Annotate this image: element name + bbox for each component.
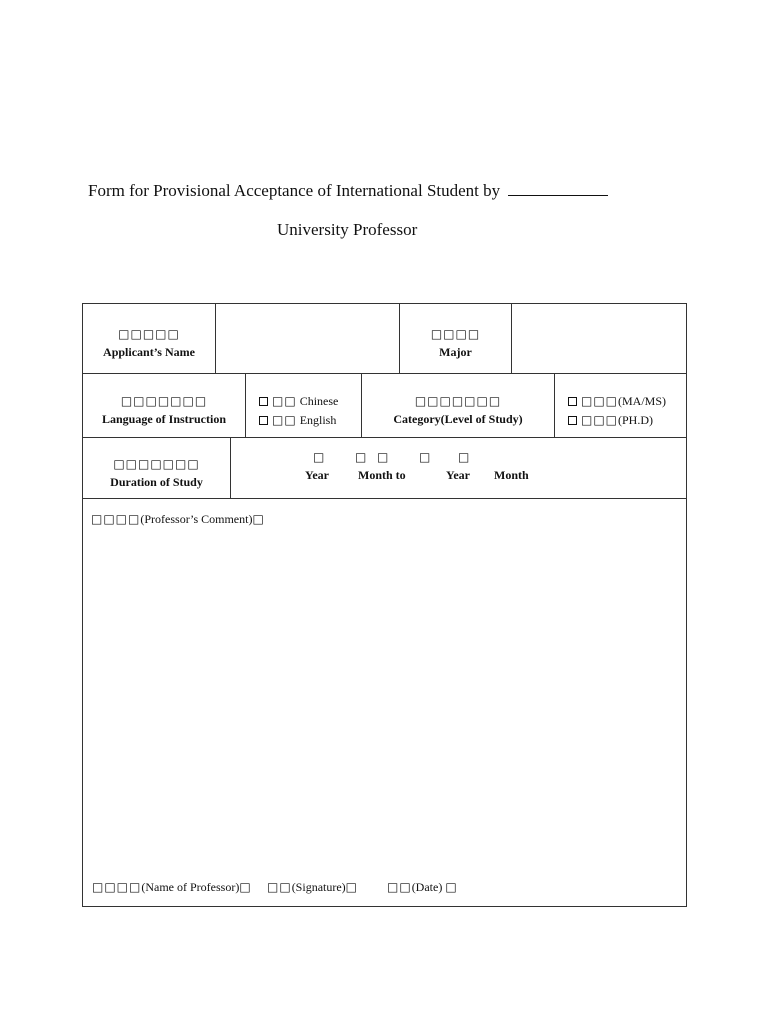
language-label (83, 392, 245, 428)
name-en: (Name of Professor) (141, 880, 240, 894)
duration-en: Duration of Study (110, 475, 203, 489)
major-en: Major (439, 345, 472, 359)
duration-field[interactable] (231, 438, 686, 498)
option-en: English (299, 413, 337, 427)
option-zh: □□□ (581, 413, 619, 427)
year-zh: □ (313, 450, 325, 464)
month-to-label: Month to (358, 468, 406, 482)
to-zh: □ (377, 450, 389, 464)
checkbox[interactable] (259, 416, 268, 425)
applicant-name-label (83, 325, 215, 361)
applicant-name-zh: □□□□□ (118, 327, 180, 341)
year2-label: Year (446, 468, 470, 482)
applicant-name-label-cell (83, 304, 215, 373)
date-zh: □□ (387, 880, 412, 894)
category-option-masters[interactable] (568, 392, 666, 410)
option-en: Chinese (299, 394, 339, 408)
category-label-cell (362, 374, 554, 437)
language-option-chinese[interactable] (259, 392, 338, 410)
signature-colon: □ (345, 880, 359, 894)
option-zh: □□ (272, 394, 297, 408)
major-field[interactable] (512, 304, 686, 373)
major-label (400, 325, 511, 361)
date-label (387, 880, 458, 895)
signature-label (267, 880, 358, 895)
acceptance-form-table (82, 303, 687, 907)
checkbox[interactable] (568, 416, 577, 425)
language-option-english[interactable] (259, 411, 336, 429)
name-zh: □□□□ (92, 880, 142, 894)
language-label-cell (83, 374, 245, 437)
option-en: (MA/MS) (618, 394, 667, 408)
language-zh: □□□□□□□ (120, 394, 208, 408)
row-divider-3 (83, 498, 686, 499)
title-text: Form for Provisional Acceptance of International Student by (88, 181, 501, 200)
name-colon: □ (239, 880, 252, 894)
professor-name-label (92, 880, 252, 895)
date-en: (Date) (411, 880, 443, 894)
month-zh: □ (355, 450, 367, 464)
applicant-name-field[interactable] (216, 304, 399, 373)
comment-en: (Professor’s Comment) (140, 512, 253, 526)
year-label: Year (305, 468, 329, 482)
professor-comment-field[interactable] (83, 532, 686, 872)
signature-en: (Signature) (291, 880, 346, 894)
duration-label-cell (83, 438, 230, 498)
month2-label: Month (494, 468, 529, 482)
duration-label (83, 455, 230, 491)
title-line-2: University Professor (277, 220, 418, 239)
signature-zh: □□ (267, 880, 292, 894)
language-en: Language of Instruction (101, 412, 226, 426)
option-zh: □□□ (581, 394, 619, 408)
option-en: (PH.D) (618, 413, 654, 427)
comment-colon: □ (252, 512, 265, 526)
year2-zh: □ (419, 450, 431, 464)
university-name-blank[interactable] (508, 181, 608, 196)
duration-zh: □□□□□□□ (113, 457, 200, 471)
checkbox[interactable] (568, 397, 577, 406)
category-zh: □□□□□□□ (414, 394, 502, 408)
major-label-cell (400, 304, 511, 373)
category-option-phd[interactable] (568, 411, 653, 429)
date-colon: □ (445, 880, 458, 894)
professor-comment-label (91, 512, 265, 527)
comment-zh: □□□□ (91, 512, 141, 526)
option-zh: □□ (272, 413, 297, 427)
major-zh: □□□□ (430, 327, 481, 341)
applicant-name-en: Applicant’s Name (103, 345, 195, 359)
category-label (362, 392, 554, 428)
row2-divider-c (554, 373, 555, 437)
row2-divider-a (245, 373, 246, 437)
month2-zh: □ (458, 450, 470, 464)
category-en: Category(Level of Study) (393, 412, 523, 426)
title-line-1 (88, 180, 608, 202)
checkbox[interactable] (259, 397, 268, 406)
